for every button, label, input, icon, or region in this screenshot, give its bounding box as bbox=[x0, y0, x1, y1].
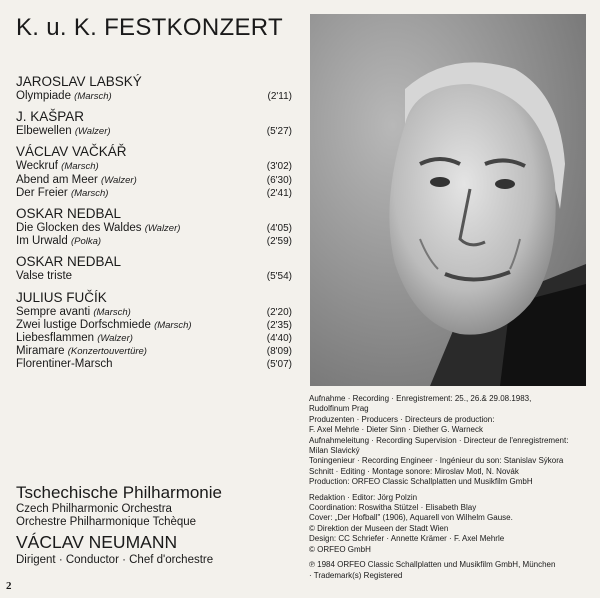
portrait-image bbox=[310, 14, 586, 386]
conductor-portrait bbox=[310, 14, 586, 386]
work-title: Elbewellen bbox=[16, 125, 72, 138]
credit-line: Aufnahme · Recording · Enregistrement: 25., 26.& 29.08.1983, bbox=[309, 394, 532, 403]
work-row bbox=[16, 319, 292, 332]
performers bbox=[16, 483, 286, 567]
work-duration: (6'30) bbox=[266, 174, 292, 186]
work-genre: (Walzer) bbox=[97, 333, 133, 345]
credit-line: Coordination: Roswitha Stützel · Elisabeth Blay bbox=[309, 503, 477, 513]
work-title: Zwei lustige Dorfschmiede bbox=[16, 318, 151, 331]
work-duration: (3'02) bbox=[266, 161, 292, 173]
work-duration: (5'54) bbox=[266, 271, 292, 283]
work-row bbox=[16, 270, 292, 283]
work-row bbox=[16, 222, 292, 235]
credit-line: Design: CC Schriefer · Annette Krämer · F. Axel Mehrle bbox=[309, 534, 505, 544]
page-number: 2 bbox=[6, 580, 12, 592]
work-row bbox=[16, 90, 292, 103]
work-row bbox=[16, 187, 292, 200]
work-row bbox=[16, 125, 292, 138]
composer-name: VÁCLAV VAČKÁŘ bbox=[16, 144, 127, 160]
credit-line: Rudolfinum Prag bbox=[309, 404, 369, 414]
work-title: Valse triste bbox=[16, 270, 73, 283]
work-genre: (Marsch) bbox=[61, 161, 99, 173]
work-duration: (2'59) bbox=[266, 236, 292, 248]
work-row bbox=[16, 358, 292, 371]
work-genre: (Marsch) bbox=[74, 91, 112, 102]
work-info bbox=[16, 187, 108, 200]
credit-line: Cover: „Der Hofball" (1906), Aquarell von Wilhelm Gause. bbox=[309, 513, 513, 523]
work-genre: (Marsch) bbox=[154, 319, 192, 331]
work-duration: (4'40) bbox=[266, 333, 292, 345]
orchestra-name: Tschechische Philharmonie bbox=[16, 483, 222, 502]
conductor-role: Dirigent · Conductor · Chef d'orchestre bbox=[16, 554, 214, 566]
orchestra-name-en: Czech Philharmonic Orchestra bbox=[16, 503, 172, 515]
work-row bbox=[16, 160, 292, 173]
work-duration: (5'27) bbox=[266, 126, 292, 138]
work-info bbox=[16, 235, 101, 248]
orchestra-name-fr: Orchestre Philharmonique Tchèque bbox=[16, 516, 197, 528]
work-duration: (2'11) bbox=[267, 91, 292, 102]
work-duration: (4'05) bbox=[266, 223, 292, 235]
work-title: Abend am Meer bbox=[16, 173, 98, 186]
work-title: Der Freier bbox=[16, 186, 68, 199]
work-title: Liebesflammen bbox=[16, 332, 94, 345]
work-genre: (Walzer) bbox=[144, 223, 181, 235]
work-info bbox=[16, 174, 137, 187]
credit-line: Toningenieur · Recording Engineer · Ingénieur du son: Stanislav Sýkora bbox=[309, 456, 564, 466]
credit-line: Produzenten · Producers · Directeurs de production: bbox=[309, 414, 495, 424]
work-title: Sempre avanti bbox=[16, 305, 91, 318]
credit-line: Milan Slavický bbox=[309, 446, 360, 456]
credit-line: F. Axel Mehrle · Dieter Sinn · Diether G. Warneck bbox=[309, 425, 483, 435]
work-title: Olympiade bbox=[16, 90, 71, 102]
composer-name: OSKAR NEDBAL bbox=[16, 206, 122, 222]
work-title: Im Urwald bbox=[16, 235, 68, 248]
work-genre: (Marsch) bbox=[93, 306, 131, 318]
composer-name: JAROSLAV LABSKÝ bbox=[16, 74, 142, 89]
work-genre: (Marsch) bbox=[70, 187, 109, 199]
work-info bbox=[16, 332, 133, 345]
work-row bbox=[16, 235, 292, 248]
composer-name: J. KAŠPAR bbox=[16, 109, 85, 125]
work-genre: (Polka) bbox=[70, 236, 102, 248]
credit-line: ℗ 1984 ORFEO Classic Schallplatten und Musikfilm GmbH, München bbox=[309, 560, 556, 570]
work-info bbox=[16, 345, 147, 358]
work-genre: (Walzer) bbox=[74, 126, 111, 138]
composer-name: OSKAR NEDBAL bbox=[16, 254, 122, 270]
work-info bbox=[16, 358, 113, 371]
work-info bbox=[16, 306, 131, 319]
work-duration: (5'07) bbox=[266, 359, 292, 371]
credit-line: Redaktion · Editor: Jörg Polzin bbox=[309, 492, 418, 502]
work-duration: (2'35) bbox=[266, 319, 292, 331]
work-row bbox=[16, 332, 292, 345]
work-info bbox=[16, 319, 192, 332]
work-title: Weckruf bbox=[16, 160, 58, 173]
credit-line: Aufnahmeleitung · Recording Supervision · Directeur de l'enregistrement: bbox=[309, 435, 569, 445]
conductor-name: VÁCLAV NEUMANN bbox=[16, 532, 178, 552]
page-title: K. u. K. FESTKONZERT bbox=[16, 14, 283, 41]
work-title: Miramare bbox=[16, 345, 65, 358]
work-row bbox=[16, 345, 292, 358]
work-genre: (Walzer) bbox=[101, 174, 137, 186]
work-title: Florentiner-Marsch bbox=[16, 358, 113, 371]
work-info bbox=[16, 270, 72, 283]
credit-line: Schnitt · Editing · Montage sonore: Miroslav Motl, N. Novák bbox=[309, 466, 519, 476]
work-genre: (Konzertouvertüre) bbox=[67, 346, 147, 358]
credit-line: Production: ORFEO Classic Schallplatten und Musikfilm GmbH bbox=[309, 477, 533, 487]
work-info bbox=[16, 222, 180, 235]
work-title: Die Glocken des Waldes bbox=[16, 222, 142, 235]
work-duration: (2'20) bbox=[266, 306, 292, 318]
production-credits bbox=[309, 394, 597, 581]
work-info bbox=[16, 125, 111, 138]
work-duration: (2'41) bbox=[266, 187, 292, 199]
credit-line: © ORFEO GmbH bbox=[309, 544, 371, 554]
credit-line: © Direktion der Museen der Stadt Wien bbox=[309, 523, 449, 533]
work-row bbox=[16, 174, 292, 187]
work-duration: (8'09) bbox=[266, 346, 292, 358]
work-info bbox=[16, 160, 99, 173]
credit-line: · Trademark(s) Registered bbox=[309, 570, 403, 580]
program-list bbox=[16, 74, 292, 372]
composer-name: JULIUS FUČÍK bbox=[16, 289, 107, 305]
work-info bbox=[16, 90, 112, 103]
work-row bbox=[16, 306, 292, 319]
